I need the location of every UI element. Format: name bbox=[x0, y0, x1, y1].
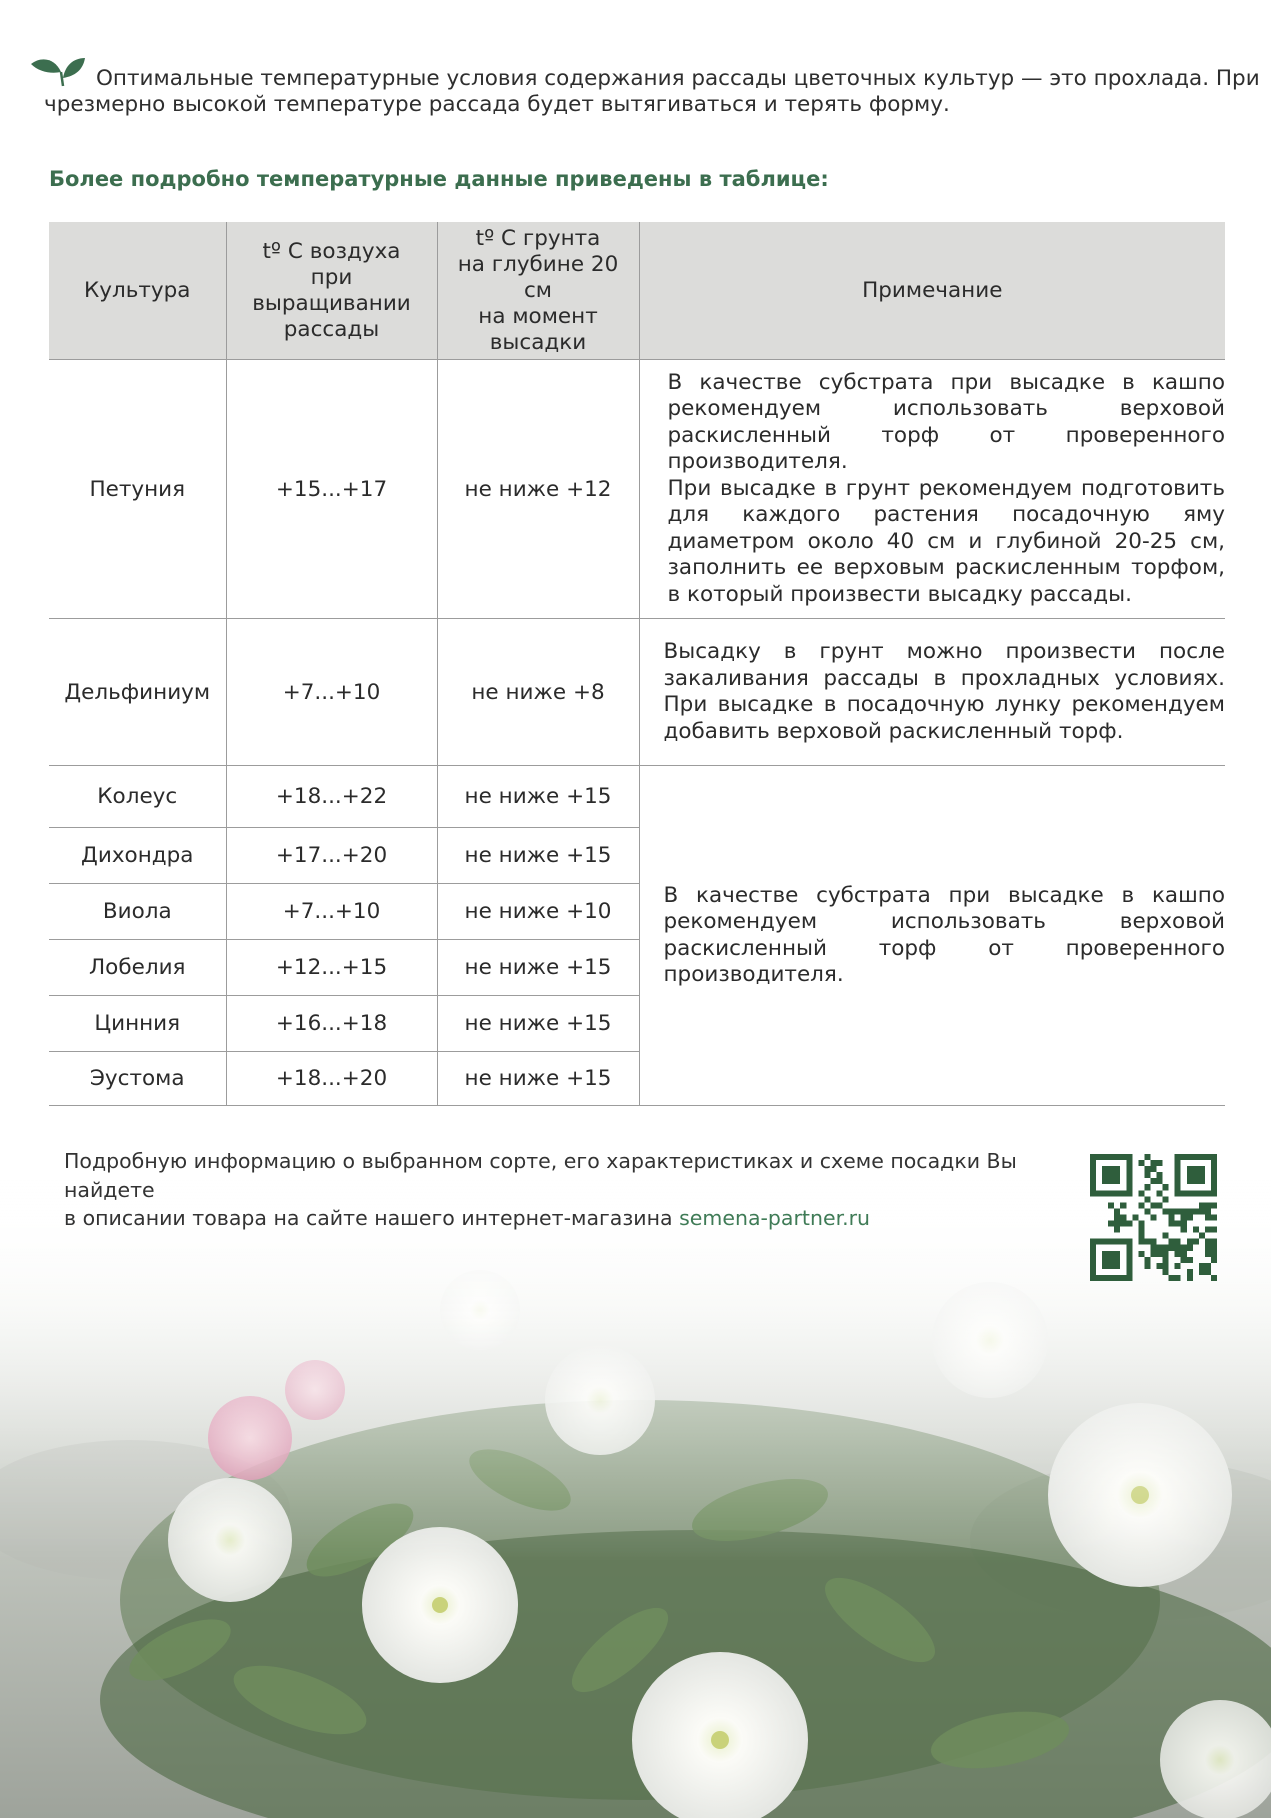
cell-culture: Эустома bbox=[49, 1052, 226, 1106]
table-row bbox=[49, 766, 1225, 828]
cell-soil-temp: не ниже +12 bbox=[437, 360, 639, 619]
cell-air-temp: +18...+22 bbox=[226, 766, 437, 828]
table-row bbox=[49, 360, 1225, 619]
qr-code-icon[interactable] bbox=[1089, 1154, 1218, 1281]
footer-line-2: в описании товара на сайте нашего интернет-магазина semena-partner.ru bbox=[64, 1206, 871, 1230]
header-air-temp: tº С воздуха при выращивании рассады bbox=[226, 222, 437, 360]
petunia-photo bbox=[0, 1180, 1271, 1818]
cell-soil-temp: не ниже +15 bbox=[437, 766, 639, 828]
cell-air-temp: +16...+18 bbox=[226, 996, 437, 1052]
footer-line-1: Подробную информацию о выбранном сорте, его характеристиках и схеме посадки Вы найдете bbox=[64, 1149, 1017, 1202]
temperature-table bbox=[49, 222, 1225, 1106]
cell-soil-temp: не ниже +8 bbox=[437, 619, 639, 766]
note-paragraph: При высадке в грунт рекомендуем подготовить для каждого растения посадочную яму диаметром около 40 см и глубиной 20-25 см, заполнить ее верховым раскисленным торфом, в который произвести высадку рассады. bbox=[667, 475, 1225, 607]
cell-soil-temp: не ниже +15 bbox=[437, 828, 639, 884]
note-paragraph: В качестве субстрата при высадке в кашпо рекомендуем использовать верховой раскисленный торф от проверенного производителя. bbox=[663, 882, 1225, 987]
cell-note bbox=[639, 619, 1225, 766]
table-row bbox=[49, 619, 1225, 766]
cell-air-temp: +18...+20 bbox=[226, 1052, 437, 1106]
cell-note bbox=[639, 360, 1225, 619]
website-link[interactable]: semena-partner.ru bbox=[679, 1206, 871, 1230]
cell-soil-temp: не ниже +15 bbox=[437, 996, 639, 1052]
cell-soil-temp: не ниже +15 bbox=[437, 940, 639, 996]
cell-note bbox=[639, 766, 1225, 1106]
cell-culture: Петуния bbox=[49, 360, 226, 619]
cell-air-temp: +17...+20 bbox=[226, 828, 437, 884]
intro-line-1: Оптимальные температурные условия содержания рассады цветочных культур — это прохлада. При bbox=[96, 66, 1260, 91]
cell-culture: Дихондра bbox=[49, 828, 226, 884]
note-paragraph: В качестве субстрата при высадке в кашпо рекомендуем использовать верховой раскисленный торф от проверенного производителя. bbox=[667, 369, 1225, 475]
intro-paragraph bbox=[44, 66, 1260, 118]
note-paragraph: Высадку в грунт можно произвести после закаливания рассады в прохладных условиях. При высадке в посадочную лунку рекомендуем добавить верховой раскисленный торф. bbox=[663, 639, 1225, 744]
cell-culture: Виола bbox=[49, 884, 226, 940]
cell-air-temp: +12...+15 bbox=[226, 940, 437, 996]
header-note: Примечание bbox=[639, 222, 1225, 360]
cell-soil-temp: не ниже +10 bbox=[437, 884, 639, 940]
header-culture: Культура bbox=[49, 222, 226, 360]
sprout-leaves-icon bbox=[27, 52, 89, 92]
cell-culture: Колеус bbox=[49, 766, 226, 828]
cell-air-temp: +15...+17 bbox=[226, 360, 437, 619]
footer-text bbox=[64, 1147, 1074, 1233]
intro-line-2: чрезмерно высокой температуре рассада будет вытягиваться и терять форму. bbox=[44, 92, 950, 117]
header-soil-temp: tº С грунта на глубине 20 см на момент высадки bbox=[437, 222, 639, 360]
cell-culture: Лобелия bbox=[49, 940, 226, 996]
cell-air-temp: +7...+10 bbox=[226, 619, 437, 766]
table-header-row bbox=[49, 222, 1225, 360]
cell-soil-temp: не ниже +15 bbox=[437, 1052, 639, 1106]
cell-culture: Дельфиниум bbox=[49, 619, 226, 766]
cell-culture: Цинния bbox=[49, 996, 226, 1052]
table-subtitle: Более подробно температурные данные приведены в таблице: bbox=[49, 167, 829, 191]
cell-air-temp: +7...+10 bbox=[226, 884, 437, 940]
